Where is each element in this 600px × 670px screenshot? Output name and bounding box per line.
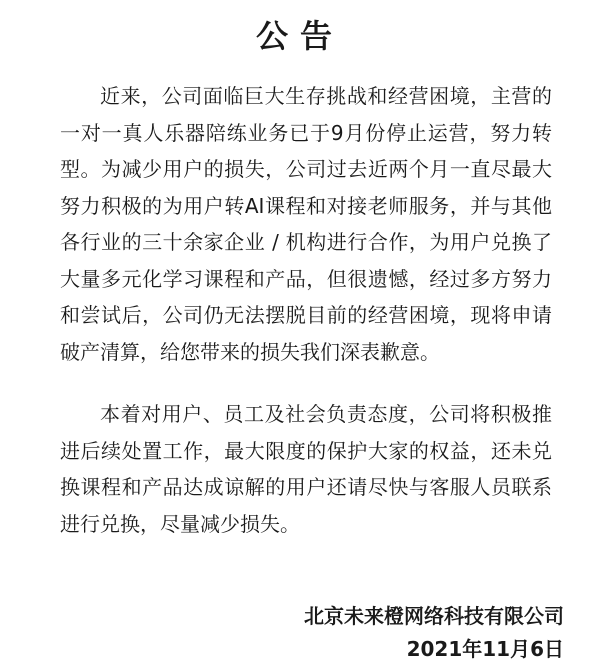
notice-paragraph-2: 本着对用户、员工及社会负责态度，公司将积极推进后续处置工作，最大限度的保护大家的权益，还未兑换课程和产品达成谅解的用户还请尽快与客服人员联系进行兑换，尽量减少损失。 [60,402,552,536]
company-signature: 北京未来橙网络科技有限公司 [304,604,564,628]
notice-title: 公告 [255,17,344,55]
notice-date: 2021年11月6日 [406,637,564,661]
notice-paragraph-1: 近来，公司面临巨大生存挑战和经营困境，主营的一对一真人乐器陪练业务已于9月份停止运营，努力转型。为减少用户的损失，公司过去近两个月一直尽最大努力积极的为用户转AI课程和对接老师服务，并与其他各行业的三十余家企业 / 机构进行合作，为用户兑换了大量多元化学习课程和产品，但很遗憾，经过多方努力和尝试后，公司仍无法摆脱目前的经营困境，现将申请破产清算，给您带来的损失我们深表歉意。 [60,84,552,364]
